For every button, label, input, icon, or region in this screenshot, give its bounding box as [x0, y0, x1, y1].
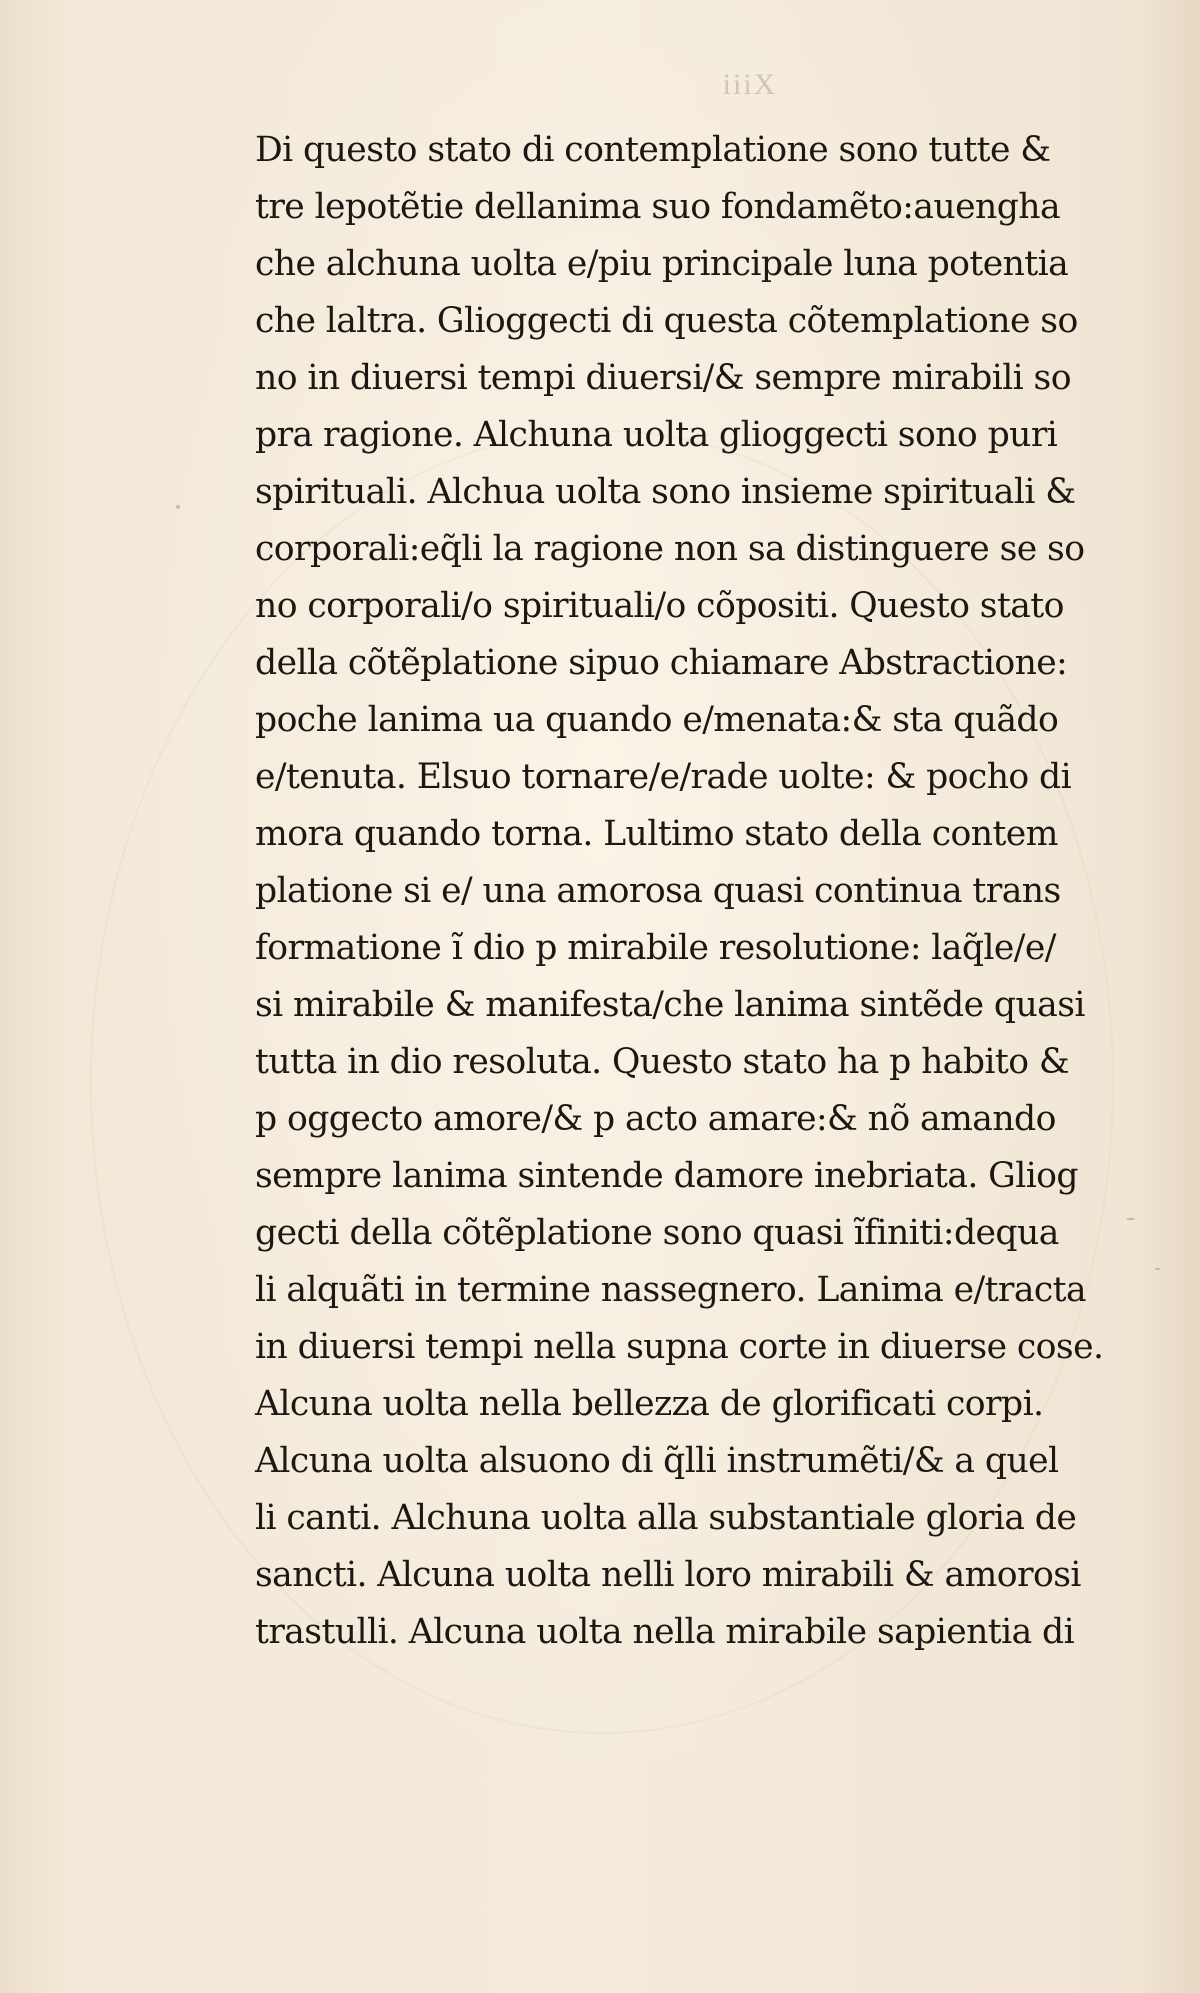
text-line: tre lepotẽtie dellanima suo fondamẽto:auengha	[255, 187, 1060, 227]
text-line: si mirabile & manifesta/che lanima sintẽde quasi	[255, 985, 1085, 1025]
text-line: tutta in dio resoluta. Questo stato ha p habito &	[255, 1042, 1070, 1082]
text-line: sempre lanima sintende damore inebriata. Gliog	[255, 1156, 1078, 1196]
text-line: che laltra. Glioggecti di questa cõtemplatione so	[255, 301, 1078, 341]
text-line: trastulli. Alcuna uolta nella mirabile sapientia di	[255, 1612, 1075, 1652]
text-line: Di questo stato di contemplatione sono tutte &	[255, 130, 1051, 170]
text-line: p oggecto amore/& p acto amare:& nõ amando	[255, 1099, 1056, 1139]
text-line: li canti. Alchuna uolta alla substantiale gloria de	[255, 1498, 1077, 1538]
text-line: sancti. Alcuna uolta nelli loro mirabili & amorosi	[255, 1555, 1081, 1595]
text-line: Alcuna uolta nella bellezza de glorificati corpi.	[255, 1384, 1044, 1424]
text-line: no corporali/o spirituali/o cõpositi. Questo stato	[255, 586, 1064, 626]
folio-number: iiiX	[722, 68, 778, 101]
text-line: platione si e/ una amorosa quasi continua trans	[255, 871, 1061, 911]
text-line: gecti della cõtẽplatione sono quasi ĩfiniti:dequa	[255, 1213, 1059, 1253]
body-text	[255, 122, 1155, 1661]
text-line: e/tenuta. Elsuo tornare/e/rade uolte: & pocho di	[255, 757, 1072, 797]
paper-fleck	[176, 505, 180, 509]
text-line: che alchuna uolta e/piu principale luna potentia	[255, 244, 1069, 284]
text-line: formatione ĩ dio p mirabile resolutione: laq̃le/e/	[255, 928, 1056, 968]
text-line: Alcuna uolta alsuono di q̃lli instrumẽti/& a quel	[255, 1441, 1059, 1481]
text-line: pra ragione. Alchuna uolta glioggecti sono puri	[255, 415, 1058, 455]
text-line: no in diuersi tempi diuersi/& sempre mirabili so	[255, 358, 1071, 398]
paper-fleck	[1155, 1268, 1160, 1270]
text-line: mora quando torna. Lultimo stato della contem	[255, 814, 1058, 854]
text-line: corporali:eq̃li la ragione non sa distinguere se so	[255, 529, 1085, 569]
text-line: li alquãti in termine nassegnero. Lanima e/tracta	[255, 1270, 1087, 1310]
text-line: poche lanima ua quando e/menata:& sta quãdo	[255, 700, 1059, 740]
text-line: spirituali. Alchua uolta sono insieme spirituali &	[255, 472, 1076, 512]
text-line: della cõtẽplatione sipuo chiamare Abstractione:	[255, 643, 1068, 683]
text-line: in diuersi tempi nella supna corte in diuerse cose.	[255, 1327, 1104, 1367]
